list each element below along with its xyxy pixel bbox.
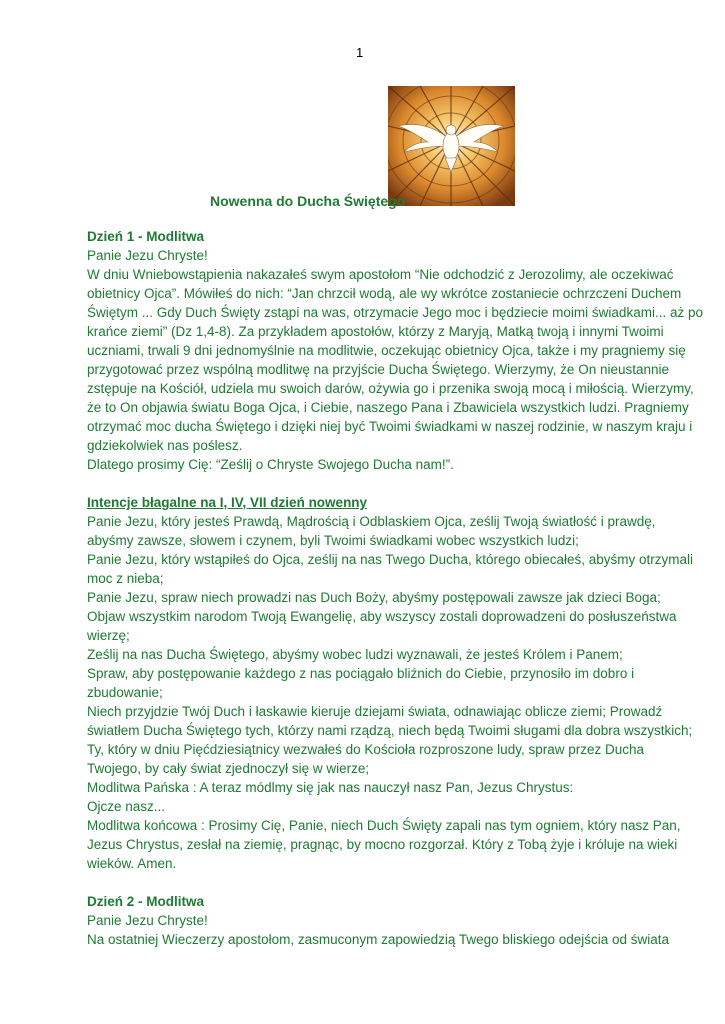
day1-line: Panie Jezu Chryste! bbox=[87, 248, 208, 263]
day2-line: Panie Jezu Chryste! bbox=[87, 913, 208, 928]
intention-line: Modlitwa Pańska : A teraz módlmy się jak nas nauczył nasz Pan, Jezus Chrystus: bbox=[87, 780, 574, 795]
intention-line: Panie Jezu, który jesteś Prawdą, Mądrością i Odblaskiem Ojca, ześlij Twoją światłość i prawdę, bbox=[87, 514, 656, 529]
day1-line: krańce ziemi” (Dz 1,4-8). Za przykładem apostołów, którzy z Maryją, Matką twoją i innymi Twoimi bbox=[87, 324, 664, 339]
day2-heading: Dzień 2 - Modlitwa bbox=[87, 894, 205, 909]
day1-line: gdziekolwiek nas poślesz. bbox=[87, 438, 243, 453]
intention-line: moc z nieba; bbox=[87, 571, 164, 586]
intention-line: Jezus Chrystus, zesłał na ziemię, pragnąc, by mocno rozgorzał. Który z Tobą żyje i króluje na wieki bbox=[87, 837, 678, 852]
intention-line: Panie Jezu, spraw niech prowadzi nas Duch Boży, abyśmy postępowali zawsze jak dzieci Boga; bbox=[87, 590, 661, 605]
day1-line: zstępuje na Kościół, udziela mu swoich darów, ożywia go i przenika swoją mocą i miłością. Wierzymy, bbox=[87, 381, 694, 396]
day1-heading: Dzień 1 - Modlitwa bbox=[87, 229, 205, 244]
day1-line: Świętym ... Gdy Duch Święty zstąpi na was, otrzymacie Jego moc i będziecie moimi świadkami... aż po bbox=[87, 305, 703, 320]
intention-line: Twojego, by cały świat zjednoczył się w wierze; bbox=[87, 761, 370, 776]
document-body bbox=[87, 227, 703, 949]
intention-line: Objaw wszystkim narodom Twoją Ewangelię, aby wszyscy zostali doprowadzeni do posłuszeństwa bbox=[87, 609, 677, 624]
intention-line: wieków. Amen. bbox=[87, 856, 177, 871]
day1-line: że to On objawia światu Boga Ojca, i Ciebie, naszego Pana i Zbawiciela wszystkich ludzi. Pragniemy bbox=[87, 400, 689, 415]
intention-line: Panie Jezu, który wstąpiłeś do Ojca, ześlij na nas Twego Ducha, którego obiecałeś, abyśmy otrzymali bbox=[87, 552, 694, 567]
intention-line: Spraw, aby postępowanie każdego z nas pociągało bliźnich do Ciebie, przynosiło im dobro i bbox=[87, 666, 635, 681]
intention-line: wierzę; bbox=[87, 628, 130, 643]
document-title: Nowenna do Ducha Świętego bbox=[210, 193, 406, 209]
day1-line: przygotować przez wspólną modlitwę na przyjście Ducha Świętego. Wierzymy, że On nieustannie bbox=[87, 362, 670, 377]
day1-line: otrzymać moc ducha Świętego i dzięki niej być Twoimi świadkami w naszej rodzinie, w naszym kraju i bbox=[87, 419, 693, 434]
day2-line: Na ostatniej Wieczerzy apostołom, zasmuconym zapowiedzią Twego bliskiego odejścia od świata bbox=[87, 932, 670, 947]
day1-line: W dniu Wniebowstąpienia nakazałeś swym apostołom “Nie odchodzić z Jerozolimy, ale oczekiwać bbox=[87, 267, 674, 282]
intention-line: Ojcze nasz... bbox=[87, 799, 166, 814]
day1-line: uczniami, trwali 9 dni jednomyślnie na modlitwie, oczekując obietnicy Ojca, także i my pragniemy się bbox=[87, 343, 686, 358]
intention-line: Ty, który w dniu Pięćdziesiątnicy wezwałeś do Kościoła rozproszone ludy, spraw przez Ducha bbox=[87, 742, 644, 757]
spacer bbox=[87, 474, 647, 493]
dove-stained-glass-image bbox=[388, 86, 515, 206]
day1-line: Dlatego prosimy Cię: “Ześlij o Chryste Swojego Ducha nam!”. bbox=[87, 457, 454, 472]
intentions-heading: Intencje błagalne na I, IV, VII dzień nowenny bbox=[87, 495, 368, 510]
intention-line: światłem Ducha Świętego tych, którzy nami rządzą, niech będą Twoimi sługami dla dobra wszystkich; bbox=[87, 723, 693, 738]
intention-line: Ześlij na nas Ducha Świętego, abyśmy wobec ludzi wyznawali, że jesteś Królem i Panem; bbox=[87, 647, 623, 662]
intention-line: zbudowanie; bbox=[87, 685, 163, 700]
day1-line: obietnicy Ojca”. Mówiłeś do nich: “Jan chrzcił wodą, ale wy wkrótce zostaniecie ochrzczeni Duchem bbox=[87, 286, 682, 301]
spacer bbox=[87, 873, 647, 892]
intention-line: Modlitwa końcowa : Prosimy Cię, Panie, niech Duch Święty zapali nas tym ogniem, który nasz Pan, bbox=[87, 818, 681, 833]
intention-line: Niech przyjdzie Twój Duch i łaskawie kieruje dziejami świata, odnawiając oblicze ziemi; Prowadź bbox=[87, 704, 663, 719]
page-number: 1 bbox=[356, 45, 364, 60]
intention-line: abyśmy zawsze, słowem i czynem, byli Twoimi świadkami wobec wszystkich ludzi; bbox=[87, 533, 579, 548]
